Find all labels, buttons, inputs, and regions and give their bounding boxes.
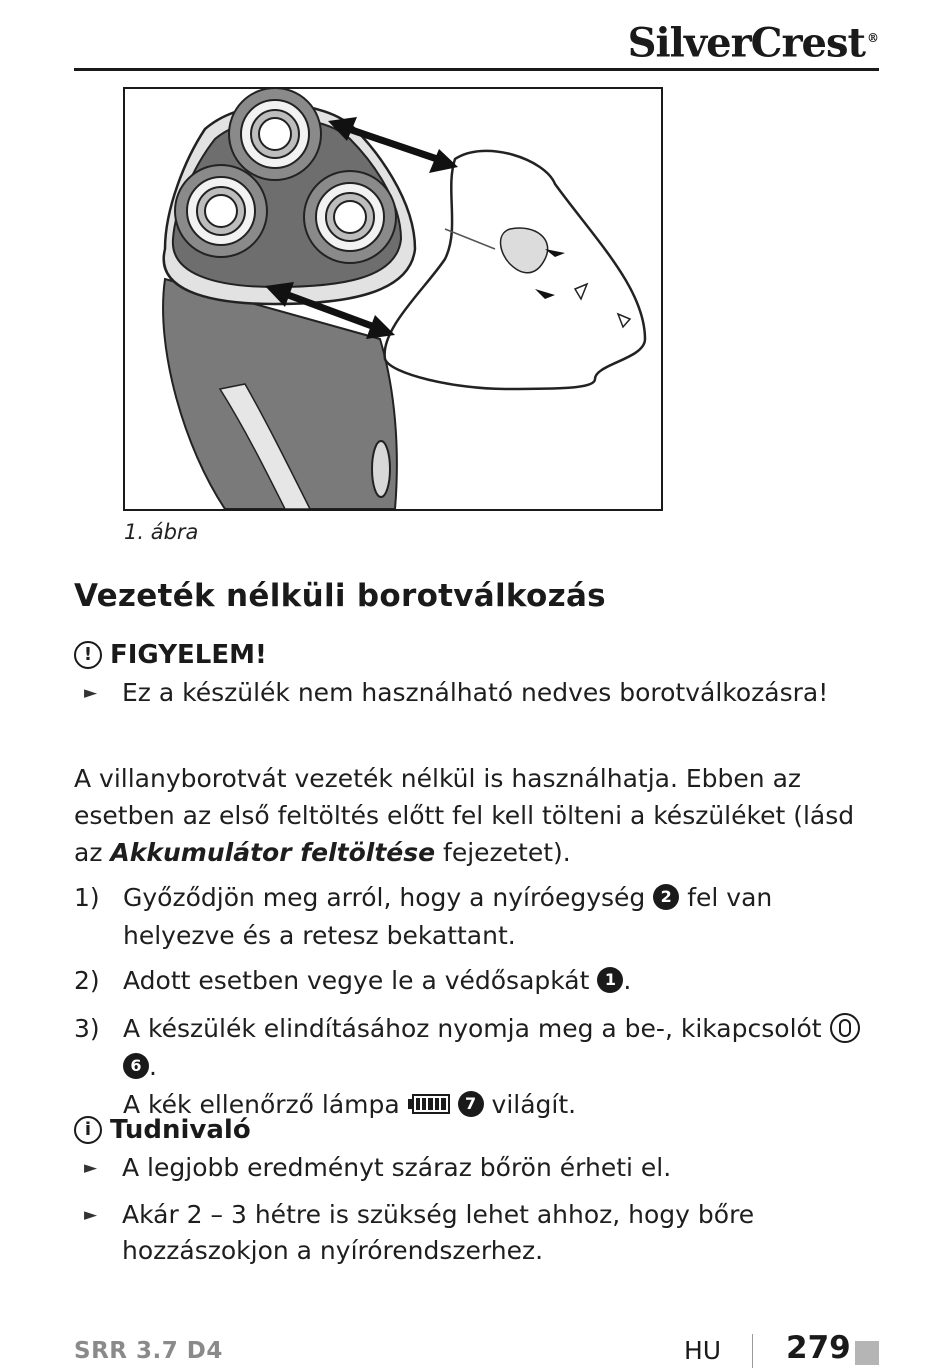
header-rule	[74, 68, 879, 71]
warning-label: FIGYELEM!	[110, 640, 267, 670]
power-button-icon	[830, 1013, 860, 1043]
chapter-reference: Akkumulátor feltöltése	[110, 838, 436, 867]
footer-language: HU	[684, 1336, 722, 1365]
footer-divider	[752, 1334, 753, 1368]
note-item: ► A legjobb eredményt száraz bőrön érheti el.	[84, 1150, 882, 1186]
bullet-arrow-icon: ►	[84, 683, 98, 703]
battery-indicator-icon	[408, 1094, 450, 1114]
exclamation-icon: !	[74, 641, 102, 669]
bullet-arrow-icon: ►	[84, 1158, 98, 1178]
info-icon: i	[74, 1116, 102, 1144]
figure-illustration	[123, 87, 663, 511]
warning-heading	[74, 640, 267, 670]
footer-model: SRR 3.7 D4	[74, 1338, 223, 1364]
part-number-badge: 6	[123, 1053, 149, 1079]
part-number-badge: 2	[653, 884, 679, 910]
figure-caption: 1. ábra	[124, 520, 199, 544]
part-number-badge: 7	[458, 1091, 484, 1117]
note-heading	[74, 1115, 251, 1145]
section-title: Vezeték nélküli borotválkozás	[74, 578, 606, 614]
step-item: 3) A készülék elindításához nyomja meg a be-, kikapcsolót 6 . A kék ellenőrző lámpa 7 világít.	[74, 1010, 879, 1124]
step-item: 1) Győződjön meg arról, hogy a nyíróegység 2 fel van helyezve és a retesz bekattant.	[74, 883, 773, 950]
intro-paragraph: A villanyborotvát vezeték nélkül is használhatja. Ebben az esetben az első feltöltés előtt fel kell tölteni a készüléket (lásd az Akkumulátor feltöltése fejezetet).	[74, 764, 855, 867]
warning-item: ► Ez a készülék nem használható nedves borotválkozásra!	[84, 675, 882, 711]
bullet-arrow-icon: ►	[84, 1205, 98, 1225]
page-number: 279	[786, 1330, 851, 1366]
note-label: Tudnivaló	[110, 1115, 251, 1145]
brand-logo: SilverCrest ®	[627, 19, 878, 67]
footer-marker	[855, 1341, 879, 1365]
step-item: 2) Adott esetben vegye le a védősapkát 1 .	[74, 966, 632, 995]
shaver-head-illustration	[125, 89, 661, 509]
note-item: ► Akár 2 – 3 hétre is szükség lehet ahhoz, hogy bőre hozzászokjon a nyírórendszerhez.	[84, 1197, 882, 1269]
part-number-badge: 1	[597, 967, 623, 993]
